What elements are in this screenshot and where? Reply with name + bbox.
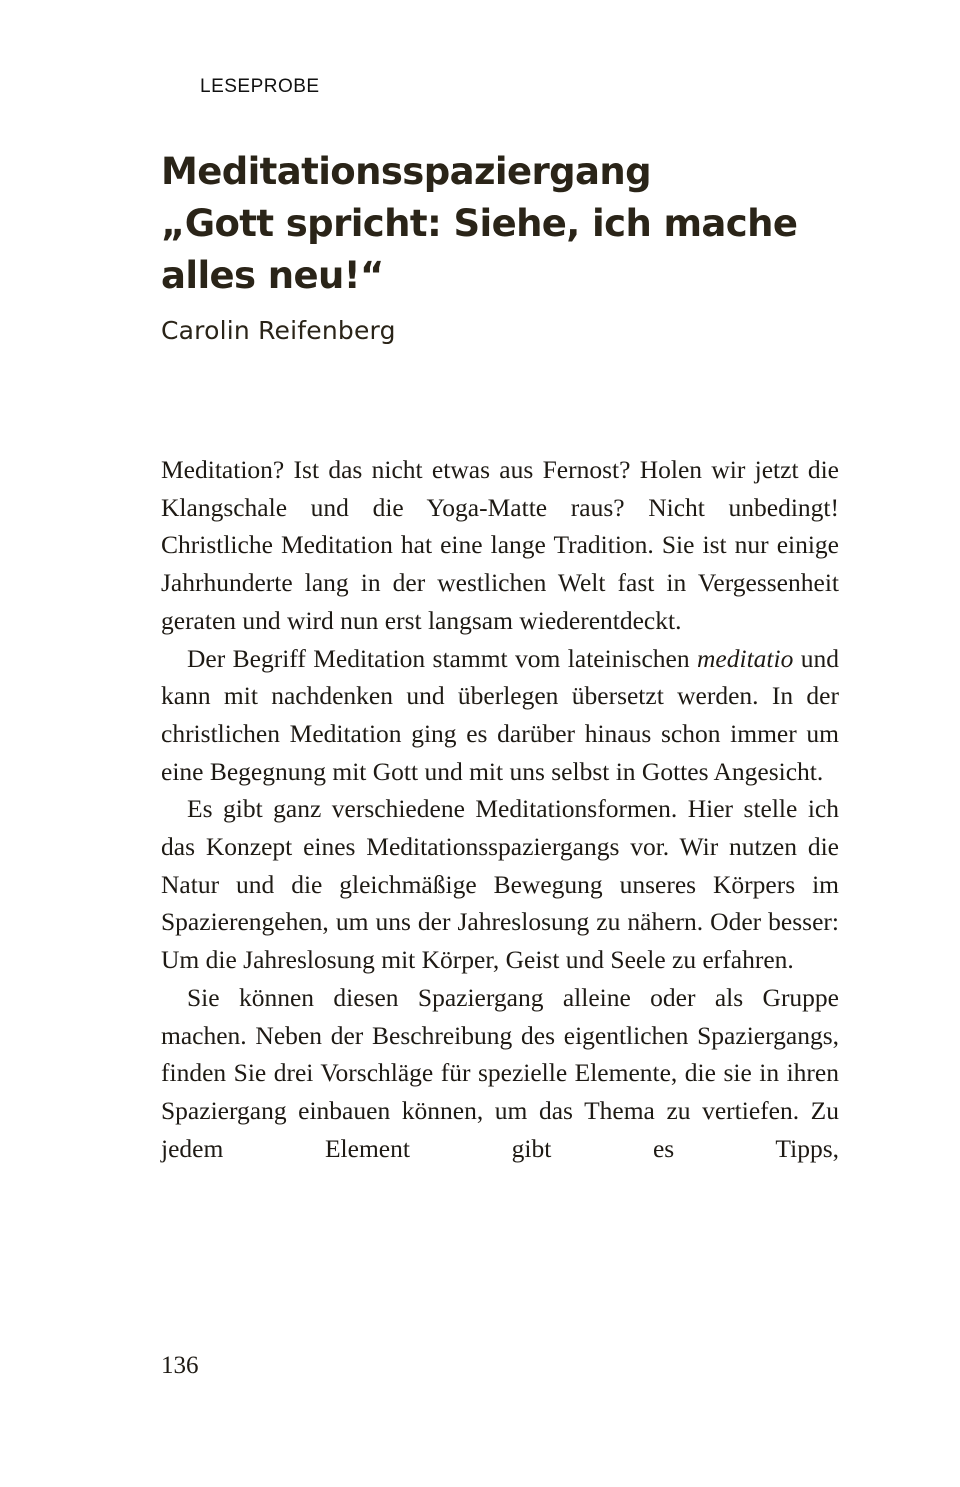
latin-term: meditatio [697,643,794,673]
paragraph-text: und kann mit nachdenken und überlegen übersetzt werden. In der christlichen Meditation ging es darüber hinaus schon immer um eine Begegnung mit Gott und mit uns selbst in Gottes Angesicht. [161,643,840,786]
title-line: Meditationsspaziergang [161,150,652,193]
title-line: alles neu!“ [161,254,384,297]
article-title [161,146,861,302]
paragraph-text: Der Begriff Meditation stammt vom lateinischen [187,643,698,673]
article-body [161,451,839,1167]
title-line: „Gott spricht: Siehe, ich mache [161,202,798,245]
page-number: 136 [161,1352,199,1379]
paragraph: Es gibt ganz verschiedene Meditationsformen. Hier stelle ich das Konzept eines Meditationsspaziergangs vor. Wir nutzen die Natur und die gleichmäßige Bewegung unseres Körpers im Spazierengehen, um uns der Jahreslosung zu nähern. Oder besser: Um die Jahreslosung mit Körper, Geist und Seele zu erfahren. [161,794,839,975]
paragraph: Sie können diesen Spaziergang alleine oder als Gruppe machen. Neben der Beschreibung des eigentlichen Spaziergangs, finden Sie drei Vorschläge für spezielle Elemente, die sie in ihren Spaziergang einbauen können, um das Thema zu vertiefen. Zu jedem Element gibt es Tipps, [161,982,839,1163]
leseprobe-label: LESEPROBE [200,76,320,97]
paragraph [161,640,839,791]
paragraph: Meditation? Ist das nicht etwas aus Fernost? Holen wir jetzt die Klangschale und die Yoga-Matte raus? Nicht unbedingt! Christliche Meditation hat eine lange Tradition. Sie ist nur einige Jahrhunderte lang in der westlichen Welt fast in Vergessenheit geraten und wird nun erst langsam wiederentdeckt. [161,455,839,635]
author-name: Carolin Reifenberg [161,316,396,345]
